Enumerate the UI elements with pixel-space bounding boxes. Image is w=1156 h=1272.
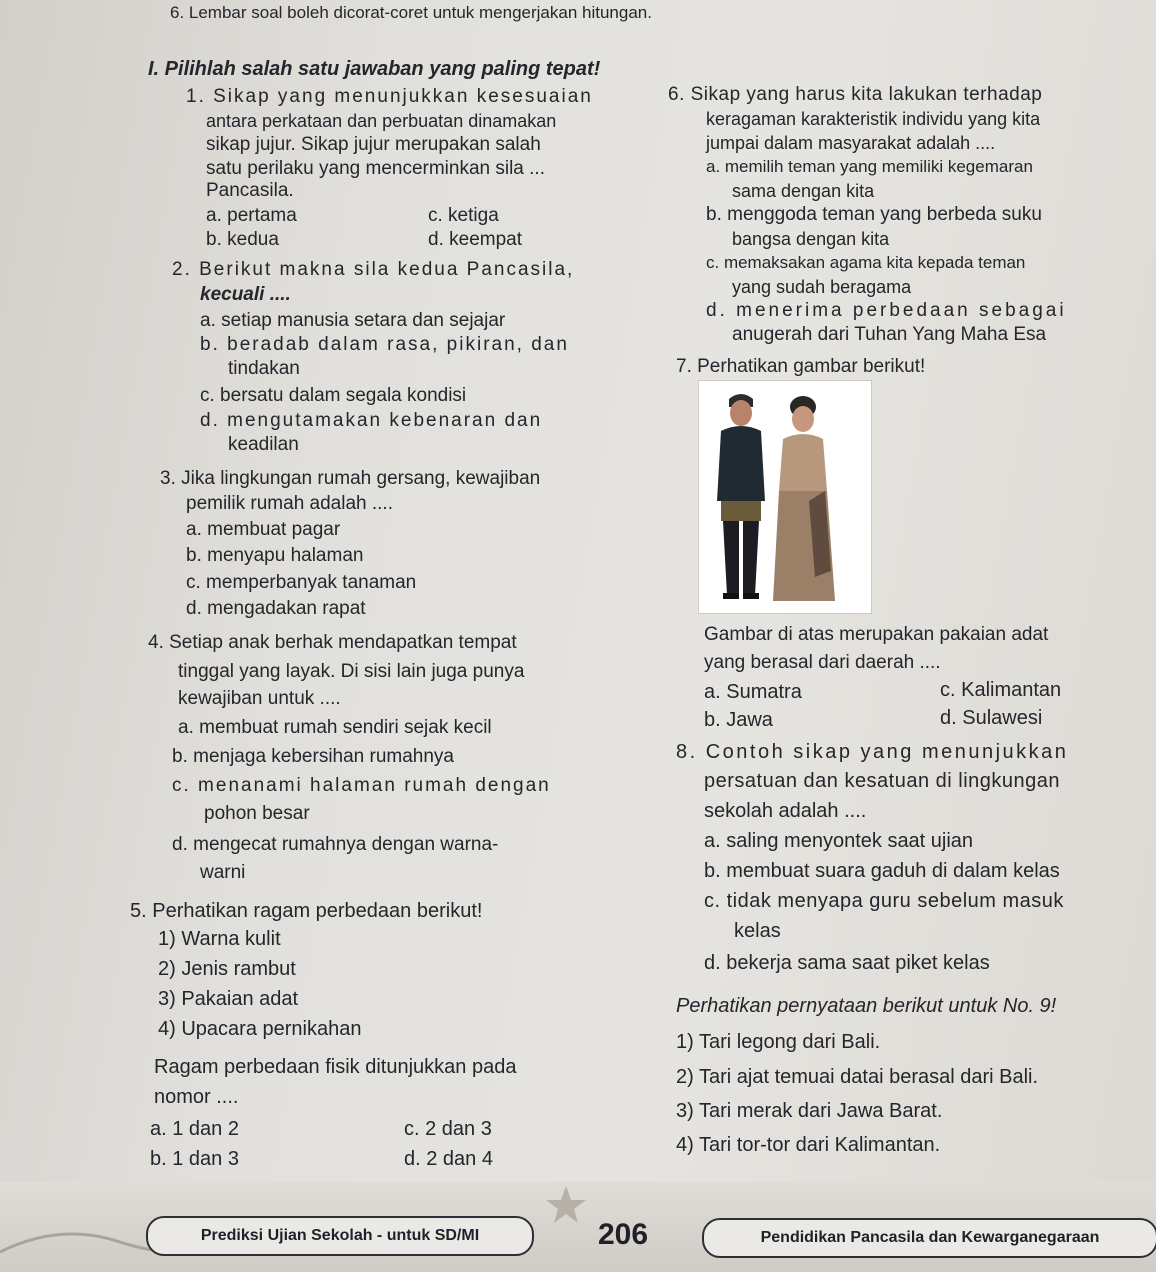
q4-option-a[interactable]: a. membuat rumah sendiri sejak kecil bbox=[178, 717, 492, 738]
q8-option-c-line-2: kelas bbox=[734, 920, 781, 942]
q6-option-d-line-2: anugerah dari Tuhan Yang Maha Esa bbox=[732, 324, 1047, 345]
q3-option-c[interactable]: c. memperbanyak tanaman bbox=[186, 572, 417, 593]
q6-option-a-line-2: sama dengan kita bbox=[732, 181, 875, 201]
q7-line-1: 7. Perhatikan gambar berikut! bbox=[676, 356, 926, 377]
q1-line-5: Pancasila. bbox=[206, 180, 294, 201]
q8-option-d[interactable]: d. bekerja sama saat piket kelas bbox=[704, 952, 990, 974]
q6-option-b-line-1[interactable]: b. menggoda teman yang berbeda suku bbox=[706, 204, 1042, 225]
q8-line-3: sekolah adalah .... bbox=[704, 800, 867, 822]
q6-line-2: keragaman karakteristik individu yang kita bbox=[706, 109, 1041, 129]
q9-item-3: 3) Tari merak dari Jawa Barat. bbox=[676, 1100, 943, 1122]
traditional-costume-illustration bbox=[699, 381, 871, 613]
q3-option-b[interactable]: b. menyapu halaman bbox=[186, 545, 364, 566]
q1-line-3: sikap jujur. Sikap jujur merupakan salah bbox=[206, 134, 541, 155]
q1-line-1: 1. Sikap yang menunjukkan kesesuaian bbox=[186, 86, 593, 107]
q5-item-2: 2) Jenis rambut bbox=[158, 958, 296, 980]
q6-line-1: 6. Sikap yang harus kita lakukan terhadap bbox=[668, 84, 1043, 105]
q7-option-d[interactable]: d. Sulawesi bbox=[940, 707, 1043, 729]
q5-item-4: 4) Upacara pernikahan bbox=[158, 1018, 362, 1040]
traditional-costume-photo bbox=[698, 380, 872, 614]
q7-line-3: yang berasal dari daerah .... bbox=[704, 652, 941, 673]
q8-line-2: persatuan dan kesatuan di lingkungan bbox=[704, 770, 1061, 792]
q8-option-a[interactable]: a. saling menyontek saat ujian bbox=[704, 830, 974, 852]
q3-option-a[interactable]: a. membuat pagar bbox=[186, 519, 341, 540]
q3-line-1: 3. Jika lingkungan rumah gersang, kewajiban bbox=[160, 468, 541, 489]
q4-line-2: tinggal yang layak. Di sisi lain juga punya bbox=[178, 661, 525, 682]
q6-option-c-line-2: yang sudah beragama bbox=[732, 277, 912, 297]
q9-item-4: 4) Tari tor-tor dari Kalimantan. bbox=[676, 1134, 941, 1156]
q5-item-3: 3) Pakaian adat bbox=[158, 988, 299, 1010]
q2-option-a[interactable]: a. setiap manusia setara dan sejajar bbox=[200, 310, 506, 331]
q6-option-a-line-1[interactable]: a. memilih teman yang memiliki kegemaran bbox=[706, 157, 1033, 176]
q5-option-a[interactable]: a. 1 dan 2 bbox=[150, 1118, 239, 1140]
q6-option-d-line-1[interactable]: d. menerima perbedaan sebagai bbox=[706, 300, 1067, 321]
q2-option-b-line-1[interactable]: b. beradab dalam rasa, pikiran, dan bbox=[200, 334, 569, 355]
q6-option-b-line-2: bangsa dengan kita bbox=[732, 229, 890, 249]
q8-option-c-line-1[interactable]: c. tidak menyapa guru sebelum masuk bbox=[704, 890, 1064, 912]
q1-option-d[interactable]: d. keempat bbox=[428, 229, 522, 250]
q1-line-4: satu perilaku yang mencerminkan sila ... bbox=[206, 158, 545, 179]
q7-option-a[interactable]: a. Sumatra bbox=[704, 681, 802, 703]
q5-option-c[interactable]: c. 2 dan 3 bbox=[404, 1118, 492, 1140]
q3-option-d[interactable]: d. mengadakan rapat bbox=[186, 598, 366, 619]
q3-line-2: pemilik rumah adalah .... bbox=[186, 493, 393, 514]
q4-option-c-line-1[interactable]: c. menanami halaman rumah dengan bbox=[172, 775, 551, 796]
q9-item-1: 1) Tari legong dari Bali. bbox=[676, 1031, 881, 1053]
q5-line-2: Ragam perbedaan fisik ditunjukkan pada bbox=[154, 1056, 517, 1078]
top-note: 6. Lembar soal boleh dicorat-coret untuk mengerjakan hitungan. bbox=[170, 3, 652, 22]
q6-line-3: jumpai dalam masyarakat adalah .... bbox=[706, 133, 996, 153]
q4-option-b[interactable]: b. menjaga kebersihan rumahnya bbox=[172, 746, 455, 767]
q1-option-c[interactable]: c. ketiga bbox=[428, 205, 499, 226]
q7-option-c[interactable]: c. Kalimantan bbox=[940, 679, 1062, 701]
q8-option-b[interactable]: b. membuat suara gaduh di dalam kelas bbox=[704, 860, 1060, 882]
q2-line-1: 2. Berikut makna sila kedua Pancasila, bbox=[172, 259, 575, 280]
q7-line-2: Gambar di atas merupakan pakaian adat bbox=[704, 624, 1049, 645]
q1-option-a[interactable]: a. pertama bbox=[206, 205, 297, 226]
q6-option-c-line-1[interactable]: c. memaksakan agama kita kepada teman bbox=[706, 253, 1026, 272]
q5-line-3: nomor .... bbox=[154, 1086, 239, 1108]
q1-line-2: antara perkataan dan perbuatan dinamakan bbox=[206, 111, 557, 131]
q4-line-3: kewajiban untuk .... bbox=[178, 688, 341, 709]
q4-line-1: 4. Setiap anak berhak mendapatkan tempat bbox=[148, 632, 517, 653]
footer-right-label: Pendidikan Pancasila dan Kewarganegaraan bbox=[702, 1218, 1156, 1258]
q2-option-b-line-2: tindakan bbox=[228, 358, 300, 379]
q5-item-1: 1) Warna kulit bbox=[158, 928, 281, 950]
section-title: I. Pilihlah salah satu jawaban yang paling tepat! bbox=[148, 58, 601, 80]
footer-left-label: Prediksi Ujian Sekolah - untuk SD/MI bbox=[146, 1216, 534, 1256]
q4-option-d-line-2: warni bbox=[200, 862, 246, 883]
q9-line-1: Perhatikan pernyataan berikut untuk No. 9! bbox=[676, 995, 1057, 1017]
q4-option-d-line-1[interactable]: d. mengecat rumahnya dengan warna- bbox=[172, 834, 499, 855]
q4-option-c-line-2: pohon besar bbox=[204, 803, 310, 824]
q8-line-1: 8. Contoh sikap yang menunjukkan bbox=[676, 741, 1069, 763]
q5-option-b[interactable]: b. 1 dan 3 bbox=[150, 1148, 239, 1170]
q5-option-d[interactable]: d. 2 dan 4 bbox=[404, 1148, 493, 1170]
q9-item-2: 2) Tari ajat temuai datai berasal dari Bali. bbox=[676, 1066, 1039, 1088]
page-number: 206 bbox=[598, 1218, 649, 1251]
q7-option-b[interactable]: b. Jawa bbox=[704, 709, 773, 731]
q1-option-b[interactable]: b. kedua bbox=[206, 229, 279, 250]
q2-option-c[interactable]: c. bersatu dalam segala kondisi bbox=[200, 385, 467, 406]
q2-line-2: kecuali .... bbox=[200, 284, 291, 305]
q2-option-d-line-2: keadilan bbox=[228, 434, 299, 455]
q5-line-1: 5. Perhatikan ragam perbedaan berikut! bbox=[130, 900, 483, 922]
q2-option-d-line-1[interactable]: d. mengutamakan kebenaran dan bbox=[200, 410, 543, 431]
